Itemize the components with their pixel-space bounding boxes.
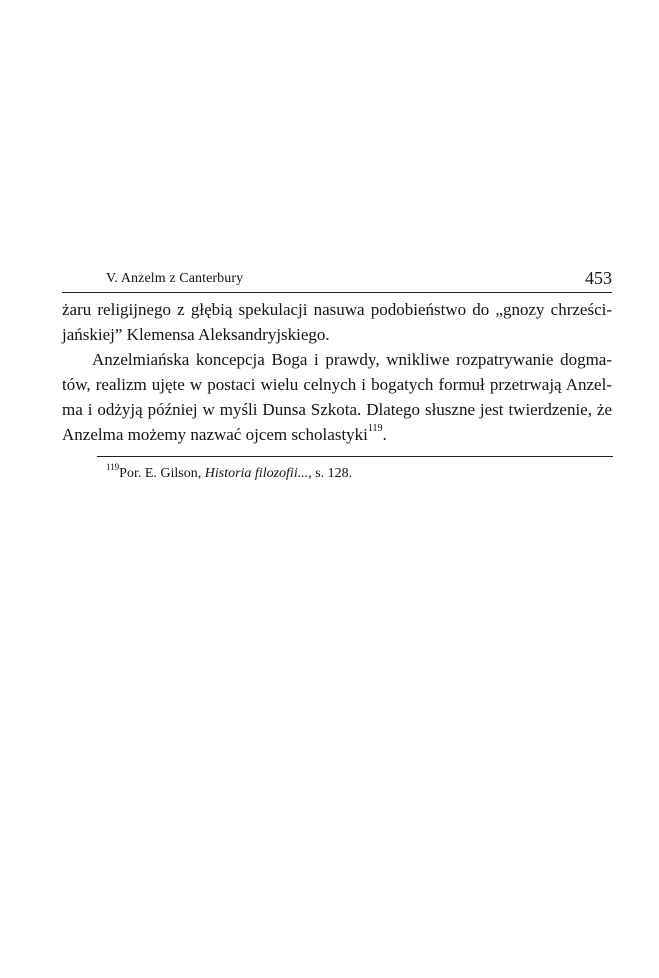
body-line: żaru religijnego z głębią spekulacji nasuwa podobieństwo do „gnozy chrześci- xyxy=(62,300,612,319)
page-number: 453 xyxy=(585,268,612,288)
footnote xyxy=(106,462,353,482)
sentence-period: . xyxy=(382,425,387,444)
body-text xyxy=(62,297,612,447)
body-line: jańskiej” Klemensa Aleksandryjskiego. xyxy=(62,325,330,344)
body-line-last xyxy=(62,422,612,447)
header-rule xyxy=(62,292,612,293)
footnote-suffix: , s. 128. xyxy=(308,466,353,481)
running-head-title: V. Anzelm z Canterbury xyxy=(106,271,244,286)
body-line-text: Anzelma możemy nazwać ojcem scholastyki xyxy=(62,425,368,444)
running-head xyxy=(62,266,612,290)
body-line: tów, realizm ujęte w postaci wielu celnych i bogatych formuł przetrwają Anzel- xyxy=(62,375,612,394)
footnote-title: Historia filozofii... xyxy=(204,466,309,481)
footnote-number: 119 xyxy=(106,462,120,473)
footnote-rule xyxy=(97,456,613,457)
footnote-reference[interactable]: 119 xyxy=(367,423,383,435)
footnote-prefix: Por. E. Gilson, xyxy=(119,466,205,481)
body-line: ma i odżyją później w myśli Dunsa Szkota. Dlatego słuszne jest twierdzenie, że xyxy=(62,400,612,419)
body-line: Anzelmiańska koncepcja Boga i prawdy, wnikliwe rozpatrywanie dogma- xyxy=(92,350,612,369)
